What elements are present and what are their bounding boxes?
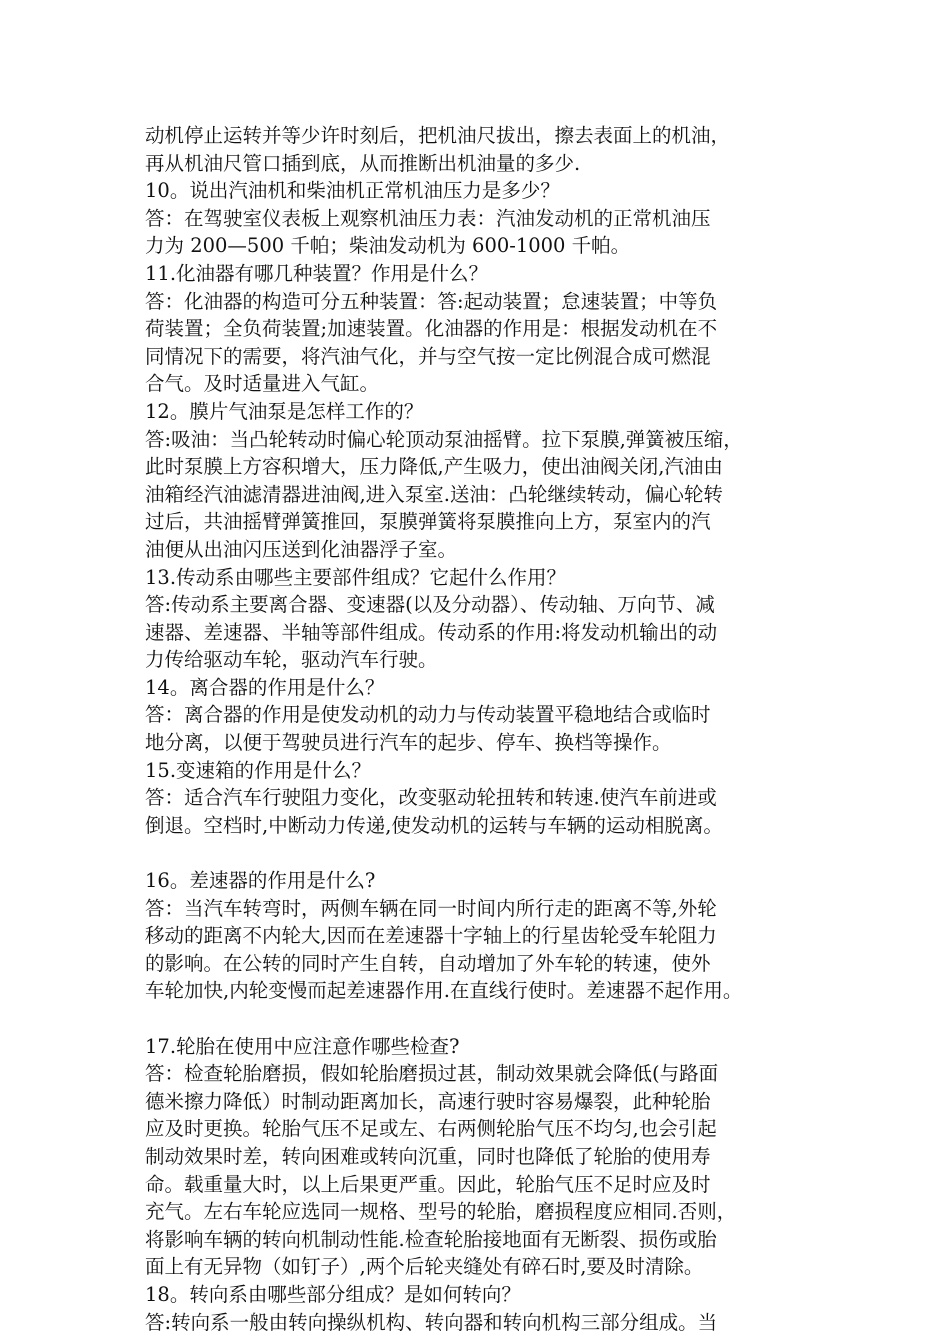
text-line: 13.传动系由哪些主要部件组成？它起什么作用？ xyxy=(145,565,567,589)
text-line: 答:传动系主要离合器、变速器(以及分动器）、传动轴、万向节、减 xyxy=(145,593,715,617)
text-line: 答：适合汽车行驶阻力变化，改变驱动轮扭转和转速.使汽车前进或 xyxy=(145,786,717,810)
text-line: 14。离合器的作用是什么？ xyxy=(145,675,385,699)
text-line: 答：在驾驶室仪表板上观察机油压力表：汽油发动机的正常机油压 xyxy=(145,206,711,230)
text-line: 答:吸油：当凸轮转动时偏心轮顶动泵油摇臂。拉下泵膜,弹簧被压缩， xyxy=(145,427,743,451)
text-line: 10。说出汽油机和柴油机正常机油压力是多少？ xyxy=(145,179,560,203)
text-line: 过后，共油摇臂弹簧推回，泵膜弹簧将泵膜推向上方，泵室内的汽 xyxy=(145,510,711,534)
text-line: 速器、差速器、半轴等部件组成。传动系的作用:将发动机输出的动 xyxy=(145,620,718,644)
text-line: 此时泵膜上方容积增大，压力降低,产生吸力，使出油阀关闭,汽油由 xyxy=(145,455,723,479)
text-line: 同情况下的需要，将汽油气化，并与空气按一定比例混合成可燃混 xyxy=(145,344,711,368)
text-line: 力为 200—500 千帕；柴油发动机为 600-1000 千帕。 xyxy=(145,234,631,258)
text-line: 应及时更换。轮胎气压不足或左、右两侧轮胎气压不均匀,也会引起 xyxy=(145,1117,717,1141)
text-line: 倒退。空档时,中断动力传递,使发动机的运转与车辆的运动相脱离。 xyxy=(145,813,723,837)
text-line: 德米擦力降低）时制动距离加长，高速行驶时容易爆裂，此种轮胎 xyxy=(145,1089,711,1113)
text-line: 15.变速箱的作用是什么？ xyxy=(145,758,372,782)
text-line: 答:转向系一般由转向操纵机构、转向器和转向机构三部分组成。当 xyxy=(145,1310,718,1334)
text-line: 答：检查轮胎磨损，假如轮胎磨损过甚，制动效果就会降低(与路面 xyxy=(145,1062,719,1086)
text-line: 答：当汽车转弯时，两侧车辆在同一时间内所行走的距离不等,外轮 xyxy=(145,896,717,920)
text-line: 11.化油器有哪几种装置？作用是什么？ xyxy=(145,261,489,285)
text-line: 答：离合器的作用是使发动机的动力与传动装置平稳地结合或临时 xyxy=(145,703,711,727)
text-line: 制动效果时差，转向困难或转向沉重，同时也降低了轮胎的使用寿 xyxy=(145,1144,711,1168)
text-line: 18。转向系由哪些部分组成？是如何转向？ xyxy=(145,1282,521,1306)
text-line: 动机停止运转并等少许时刻后，把机油尺拔出，擦去表面上的机油， xyxy=(145,124,731,147)
text-line: 答：化油器的构造可分五种装置：答:起动装置；怠速装置；中等负 xyxy=(145,289,718,313)
blank-line xyxy=(145,1005,825,1033)
text-line: 油箱经汽油滤清器进油阀,进入泵室.送油：凸轮继续转动，偏心轮转 xyxy=(145,482,723,506)
text-line: 荷装置；全负荷装置;加速装置。化油器的作用是：根据发动机在不 xyxy=(145,317,718,341)
text-line: 命。载重量大时，以上后果更严重。因此，轮胎气压不足时应及时 xyxy=(145,1172,711,1196)
text-line: 车轮加快,内轮变慢而起差速器作用.在直线行使时。差速器不起作用。 xyxy=(145,979,743,1003)
text-line: 移动的距离不内轮大,因而在差速器十字轴上的行星齿轮受车轮阻力 xyxy=(145,924,717,948)
text-line: 将影响车辆的转向机制动性能.检查轮胎接地面有无断裂、损伤或胎 xyxy=(145,1227,717,1251)
text-line: 面上有无异物（如钉子）,两个后轮夹缝处有碎石时,要及时清除。 xyxy=(145,1255,704,1279)
text-line: 合气。及时适量进入气缸。 xyxy=(145,372,380,396)
text-line: 的影响。在公转的同时产生自转，自动增加了外车轮的转速，使外 xyxy=(145,951,711,975)
text-line: 17.轮胎在使用中应注意作哪些检查? xyxy=(145,1034,460,1058)
text-line: 再从机油尺管口插到底，从而推断出机油量的多少. xyxy=(145,151,581,175)
text-line: 16。差速器的作用是什么? xyxy=(145,869,376,893)
text-line: 充气。左右车轮应选同一规格、型号的轮胎，磨损程度应相同.否则， xyxy=(145,1200,737,1224)
text-line: 力传给驱动车轮，驱动汽车行驶。 xyxy=(145,648,438,672)
text-line: 12。膜片气油泵是怎样工作的？ xyxy=(145,399,424,423)
blank-line xyxy=(145,839,825,867)
document-page xyxy=(145,122,825,1336)
text-line: 油便从出油闪压送到化油器浮子室。 xyxy=(145,537,458,561)
text-line: 地分离，以便于驾驶员进行汽车的起步、停车、换档等操作。 xyxy=(145,731,672,755)
